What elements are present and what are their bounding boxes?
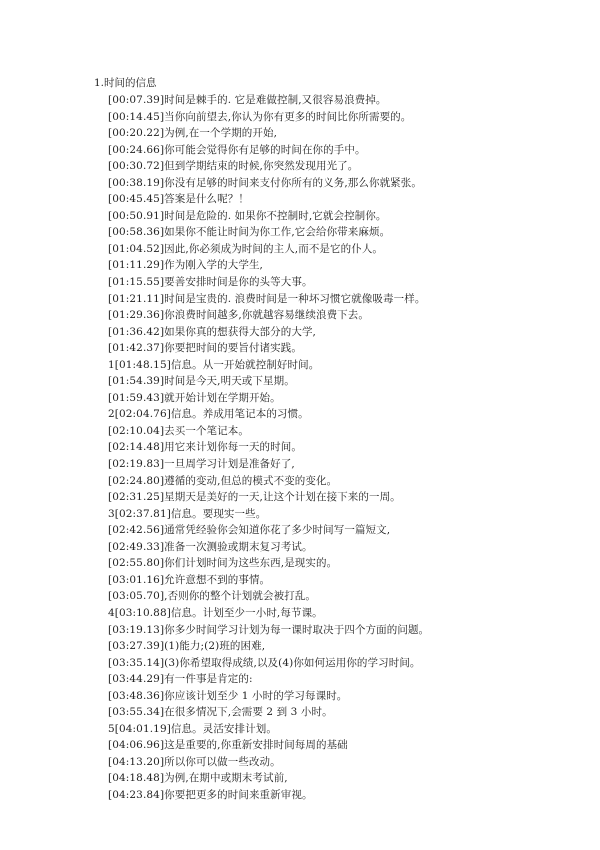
transcript-line: 2[02:04.76]信息。养成用笔记本的习惯。 — [108, 408, 309, 421]
transcript-line: [02:24.80]遵循的变动,但总的模式不变的变化。 — [108, 474, 338, 487]
transcript-line: [03:05.70],否则你的整个计划就会被打乱。 — [108, 590, 316, 603]
transcript-line: [02:10.04]去买一个笔记本。 — [108, 424, 249, 437]
transcript-line: [02:42.56]通常凭经验你会知道你花了多少时间写一篇短文, — [108, 524, 391, 537]
transcript-line: [03:44.29]有一件事是肯定的: — [108, 673, 253, 686]
transcript-line: [00:45.45]答案是什么呢？！ — [108, 193, 249, 206]
transcript-line: [03:35.14](3)你希望取得成绩,以及(4)你如何运用你的学习时间。 — [108, 656, 421, 669]
transcript-line: [03:55.34]在很多情况下,会需要 2 到 3 小时。 — [108, 706, 333, 719]
section-heading: 1.时间的信息 — [94, 77, 157, 89]
transcript-line: [03:48.36]你应该计划至少 1 小时的学习每课时。 — [108, 689, 348, 702]
transcript-line: [04:18.48]为例,在期中或期末考试前, — [108, 772, 288, 785]
transcript-line: [00:14.45]当你向前望去,你认为你有更多的时间比你所需要的。 — [108, 110, 412, 123]
transcript-line: [04:06.96]这是重要的,你重新安排时间每周的基础 — [108, 739, 348, 752]
transcript-line: [01:21.11]时间是宝贵的. 浪费时间是一种坏习惯它就像吸毒一样。 — [108, 292, 426, 305]
transcript-line: [01:54.39]时间是今天,明天或下星期。 — [108, 375, 295, 388]
transcript-line: [03:27.39](1)能力;(2)班的困难, — [108, 640, 266, 653]
transcript-line: [01:11.29]作为刚入学的大学生, — [108, 259, 263, 272]
transcript-line: 3[02:37.81]信息。要现实一些。 — [108, 507, 267, 520]
transcript-line: [00:07.39]时间是棘手的. 它是难做控制,又很容易浪费掉。 — [108, 94, 387, 106]
transcript-line: [01:15.55]要善安排时间是你的头等大事。 — [108, 276, 313, 289]
transcript-line: [02:19.83]一旦周学习计划是准备好了, — [108, 458, 295, 471]
transcript-line: [03:19.13]你多少时间学习计划为每一课时取决于四个方面的问题。 — [108, 623, 430, 636]
transcript-line: [00:20.22]为例,在一个学期的开始, — [108, 127, 278, 140]
transcript-line: [00:50.91]时间是危险的. 如果你不控制时,它就会控制你。 — [108, 209, 387, 222]
transcript-line: 4[03:10.88]信息。计划至少一小时,每节课。 — [108, 606, 323, 619]
transcript-line: [02:14.48]用它来计划你每一天的时间。 — [108, 441, 302, 454]
transcript-line: [03:01.16]允许意想不到的事情。 — [108, 573, 271, 586]
transcript-line: [04:23.84]你要把更多的时间来重新审视。 — [108, 788, 313, 801]
transcript-line: [01:36.42]如果你真的想获得大部分的大学, — [108, 325, 316, 338]
transcript-lines — [108, 92, 429, 804]
transcript-line: [01:59.43]就开始计划在学期开始。 — [108, 391, 281, 404]
transcript-line: 5[04:01.19]信息。灵活安排计划。 — [108, 722, 277, 735]
transcript-line: [02:49.33]准备一次测验或期末复习考试。 — [108, 540, 313, 553]
transcript-line: [04:13.20]所以你可以做一些改动。 — [108, 755, 281, 768]
transcript-line: [01:42.37]你要把时间的要旨付诸实践。 — [108, 342, 302, 355]
transcript-line: 1[01:48.15]信息。从一开始就控制好时间。 — [108, 358, 320, 371]
transcript-line: [00:58.36]如果你不能让时间为你工作,它会给你带来麻烦。 — [108, 226, 391, 239]
transcript-line: [01:29.36]你浪费时间越多,你就越容易继续浪费下去。 — [108, 309, 369, 322]
transcript-line: [00:38.19]你没有足够的时间来支付你所有的义务,那么你就紧张。 — [108, 176, 422, 189]
transcript-line: [00:30.72]但到学期结束的时候,你突然发现用光了。 — [108, 160, 359, 173]
transcript-line: [02:55.80]你们计划时间为这些东西,是现实的。 — [108, 557, 338, 570]
transcript-line: [00:24.66]你可能会觉得你有足够的时间在你的手中。 — [108, 143, 366, 156]
transcript-line: [01:04.52]因此,你必须成为时间的主人,而不是它的仆人。 — [108, 242, 384, 255]
transcript-line: [02:31.25]星期天是美好的一天,让这个计划在接下来的一周。 — [108, 491, 401, 504]
